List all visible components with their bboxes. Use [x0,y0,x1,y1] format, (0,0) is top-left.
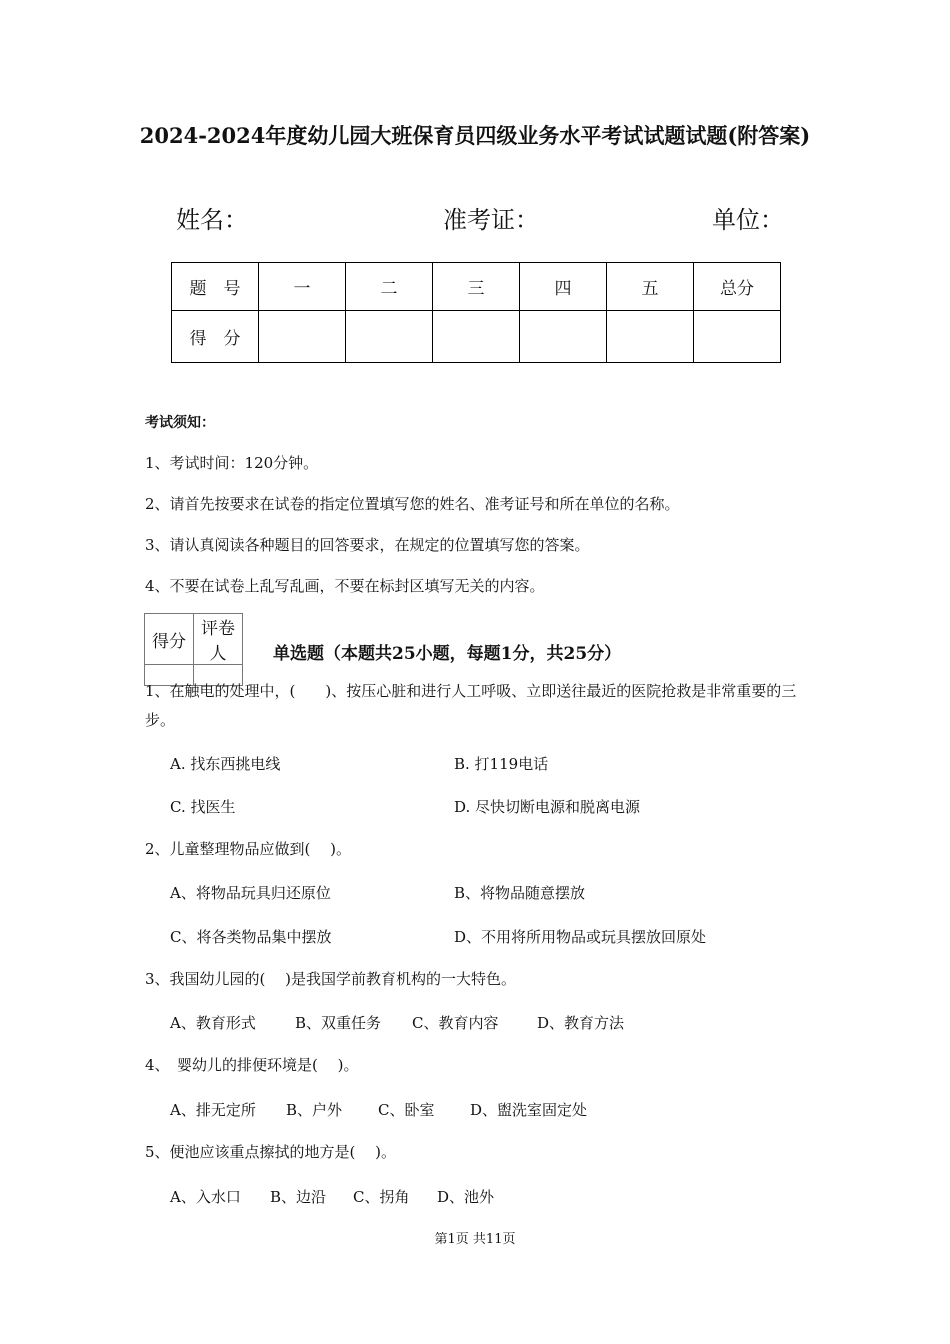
score-input-cell[interactable] [520,311,607,363]
grader-reviewer-label: 评卷人 [194,614,243,665]
unit-label: 单位： [712,206,784,234]
name-label: 姓名： [176,206,248,234]
question-option[interactable]: C、教育内容 [412,1014,499,1032]
question-stem: 1、在触电的处理中，( )、按压心脏和进行人工呼吸、立即送往最近的医院抢救是非常重要的三步。 [145,682,797,729]
question-stem: 5、便池应该重点擦拭的地方是( )。 [145,1143,397,1161]
question-option[interactable]: A. 找东西挑电线 [170,755,281,773]
exam-number-label: 准考证： [443,206,539,234]
score-input-cell[interactable] [607,311,694,363]
question-option[interactable]: C、卧室 [378,1101,435,1119]
score-input-cell[interactable] [259,311,346,363]
score-table [171,262,781,363]
question-option[interactable]: D、教育方法 [537,1014,625,1032]
grader-box [144,613,243,686]
question-option[interactable]: A、将物品玩具归还原位 [170,884,331,902]
notice-item: 4、不要在试卷上乱写乱画，不要在标封区填写无关的内容。 [145,577,545,595]
question-option[interactable]: B、双重任务 [295,1014,382,1032]
score-table-cell: 得 分 [172,311,259,363]
score-table-cell: 五 [607,263,694,311]
question-option[interactable]: B、户外 [286,1101,343,1119]
score-table-cell: 总分 [694,263,781,311]
question-option[interactable]: A、排无定所 [170,1101,256,1119]
question-stem: 4、 婴幼儿的排便环境是( )。 [145,1056,359,1074]
score-table-cell: 三 [433,263,520,311]
score-table-score-row [172,311,781,363]
question-option[interactable]: C、将各类物品集中摆放 [170,928,332,946]
question-option[interactable]: B. 打119电话 [454,755,549,773]
score-table-cell: 四 [520,263,607,311]
question-option[interactable]: C、拐角 [353,1188,410,1206]
question-stem: 2、儿童整理物品应做到( )。 [145,840,352,858]
score-table-cell: 题 号 [172,263,259,311]
question-option[interactable]: D. 尽快切断电源和脱离电源 [454,798,641,816]
question-stem: 3、我国幼儿园的( )是我国学前教育机构的一大特色。 [145,970,517,988]
question-option[interactable]: C. 找医生 [170,798,236,816]
question-option[interactable]: A、教育形式 [170,1014,256,1032]
notice-item: 3、请认真阅读各种题目的回答要求，在规定的位置填写您的答案。 [145,536,590,554]
score-table-cell: 一 [259,263,346,311]
question-option[interactable]: B、将物品随意摆放 [454,884,586,902]
grader-score-label: 得分 [145,614,194,665]
question-option[interactable]: D、不用将所用物品或玩具摆放回原处 [454,928,707,946]
notice-item: 1、考试时间：120分钟。 [145,454,319,472]
document-title: 2024-2024年度幼儿园大班保育员四级业务水平考试试题试题(附答案) [139,123,811,148]
notice-item: 2、请首先按要求在试卷的指定位置填写您的姓名、准考证号和所在单位的名称。 [145,495,680,513]
question-option[interactable]: A、入水口 [170,1188,241,1206]
score-input-cell[interactable] [433,311,520,363]
score-input-cell[interactable] [346,311,433,363]
score-table-header-row [172,263,781,311]
section-title: 单选题（本题共25小题，每题1分，共25分） [273,644,622,664]
page-footer: 第1页 共11页 [434,1232,516,1247]
score-input-cell[interactable] [694,311,781,363]
question-option[interactable]: B、边沿 [270,1188,327,1206]
question-option[interactable]: D、盥洗室固定处 [470,1101,588,1119]
question-option[interactable]: D、池外 [437,1188,495,1206]
notice-heading: 考试须知： [145,415,215,431]
score-table-cell: 二 [346,263,433,311]
